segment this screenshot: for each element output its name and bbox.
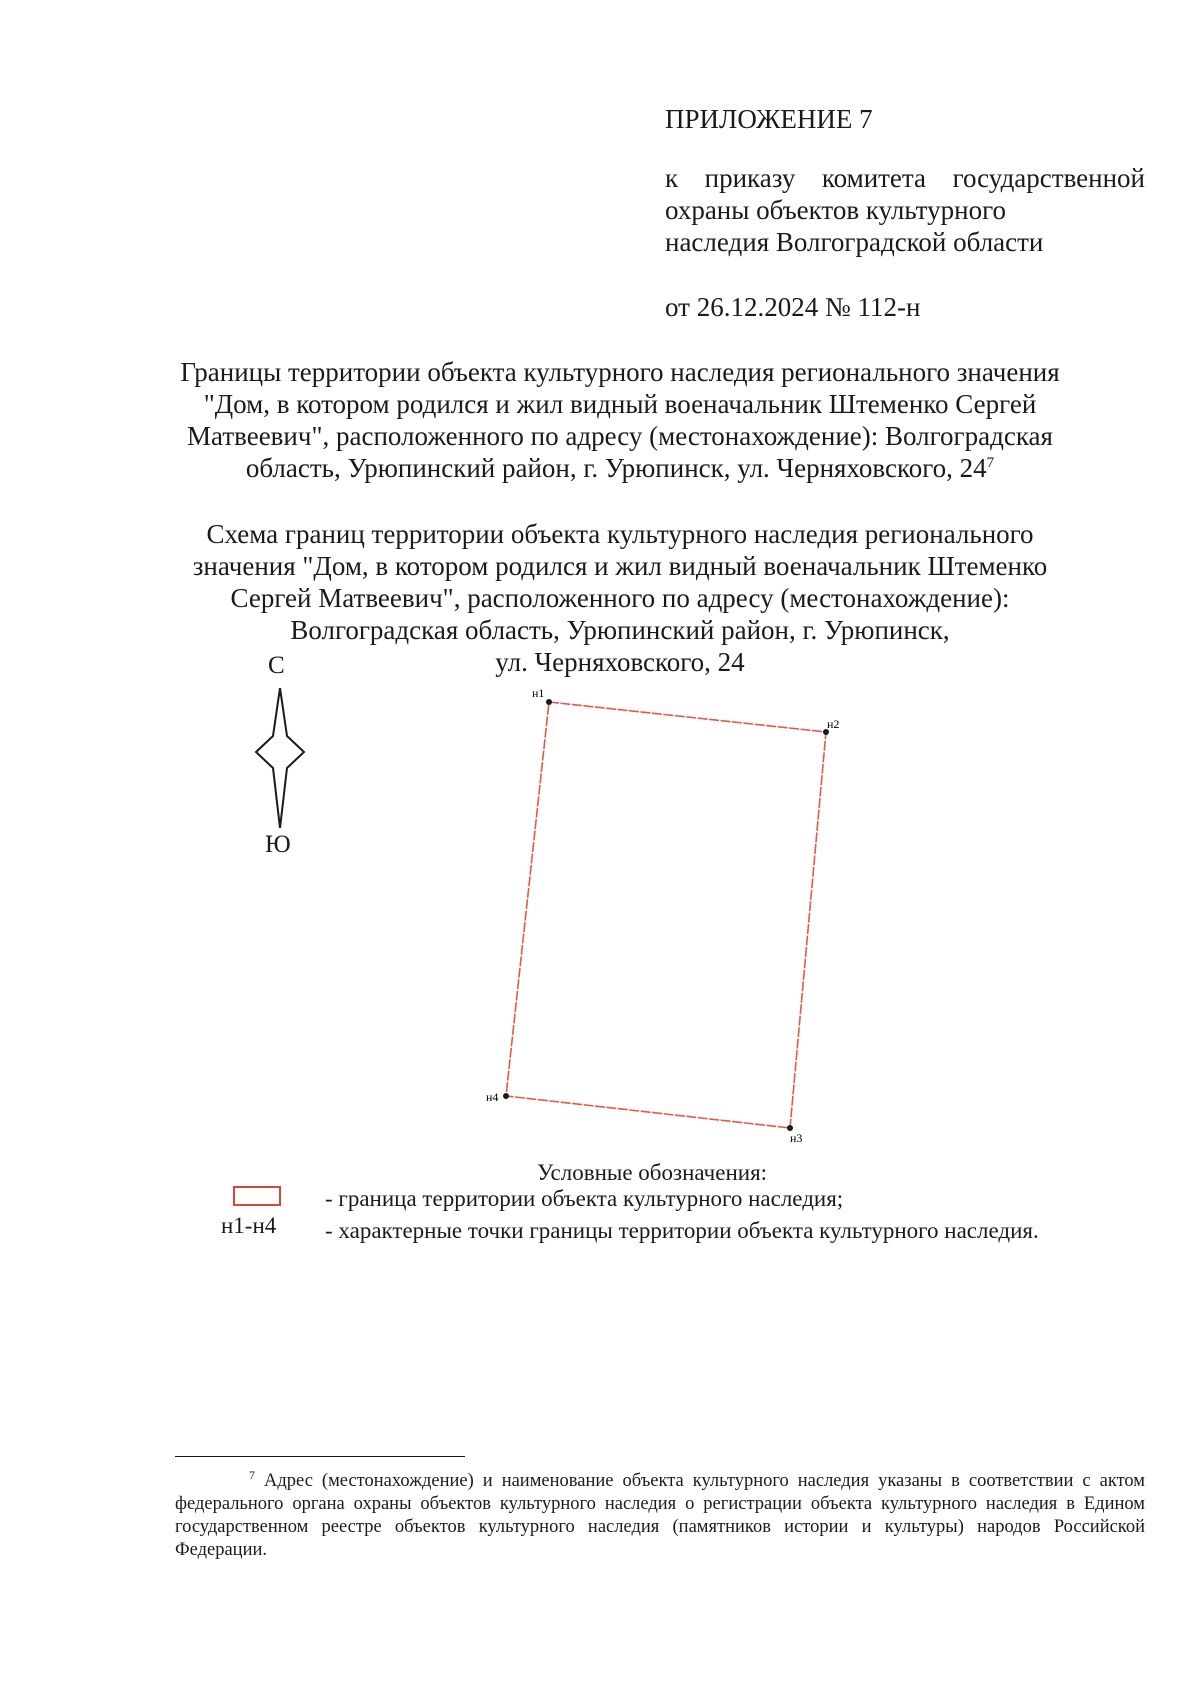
boundary-plan — [480, 680, 860, 1150]
north-arrow-shape — [256, 688, 304, 828]
boundary-point-n4 — [503, 1093, 509, 1099]
appendix-title: ПРИЛОЖЕНИЕ 7 — [665, 104, 873, 134]
scheme-title — [150, 518, 1090, 678]
footnote-reference[interactable]: 7 — [986, 455, 995, 471]
legend-title: Условные обозначения: — [537, 1160, 768, 1185]
compass-south-label: Ю — [265, 831, 291, 858]
footnote — [175, 1467, 1146, 1562]
boundary-polygon — [506, 702, 826, 1128]
point-label-n1: н1 — [532, 686, 545, 700]
heading-line — [150, 452, 1090, 484]
legend-points-text: - характерные точки границы территории объекта культурного наследия. — [325, 1218, 1039, 1243]
scheme-title-line: Волгоградская область, Урюпинский район, г. Урюпинск, — [290, 615, 950, 645]
scheme-title-line: ул. Черняховского, 24 — [495, 647, 745, 677]
footnote-divider — [175, 1456, 465, 1457]
scheme-title-line: Схема границ территории объекта культурного наследия регионального — [206, 519, 1034, 549]
legend-boundary-text: - граница территории объекта культурного наследия; — [325, 1186, 844, 1211]
compass-north-label: С — [268, 652, 285, 679]
footnote-text: Адрес (местонахождение) и наименование объекта культурного наследия указаны в соответствии с актом федерального органа охраны объектов культурного наследия о регистрации объекта культурного наследия в Едином государственном реестре объектов культурного наследия (памятников истории и культуры) народов Российской Федерации. — [175, 1471, 1146, 1560]
order-line-1: к приказу комитета государственной — [665, 163, 1145, 193]
order-reference — [665, 162, 1145, 258]
point-label-n2: н2 — [827, 717, 840, 731]
order-line-2: охраны объектов культурного — [665, 195, 1006, 225]
point-label-n4: н4 — [486, 1090, 499, 1104]
boundary-point-n1 — [546, 699, 552, 705]
scheme-title-line: Сергей Матвеевич", расположенного по адресу (местонахождение): — [230, 583, 1010, 613]
footnote-mark: 7 — [249, 1467, 255, 1482]
scheme-title-line: значения "Дом, в котором родился и жил видный военачальник Штеменко — [192, 551, 1048, 581]
legend-boundary-swatch — [233, 1186, 281, 1206]
order-line-3: наследия Волгоградской области — [665, 227, 1044, 257]
heading-line-text: область, Урюпинский район, г. Урюпинск, ул. Черняховского, 24 — [245, 453, 987, 483]
heading-line: Границы территории объекта культурного наследия регионального значения — [180, 357, 1060, 387]
heading-line: "Дом, в котором родился и жил видный военачальник Штеменко Сергей — [203, 389, 1037, 419]
point-label-n3: н3 — [790, 1131, 803, 1145]
heading-line: Матвеевич", расположенного по адресу (местонахождение): Волгоградская — [187, 421, 1053, 451]
order-date: от 26.12.2024 № 112-н — [665, 292, 921, 322]
north-arrow-icon — [250, 688, 310, 828]
document-heading — [150, 356, 1090, 484]
legend-points-label: н1-н4 — [221, 1213, 277, 1238]
